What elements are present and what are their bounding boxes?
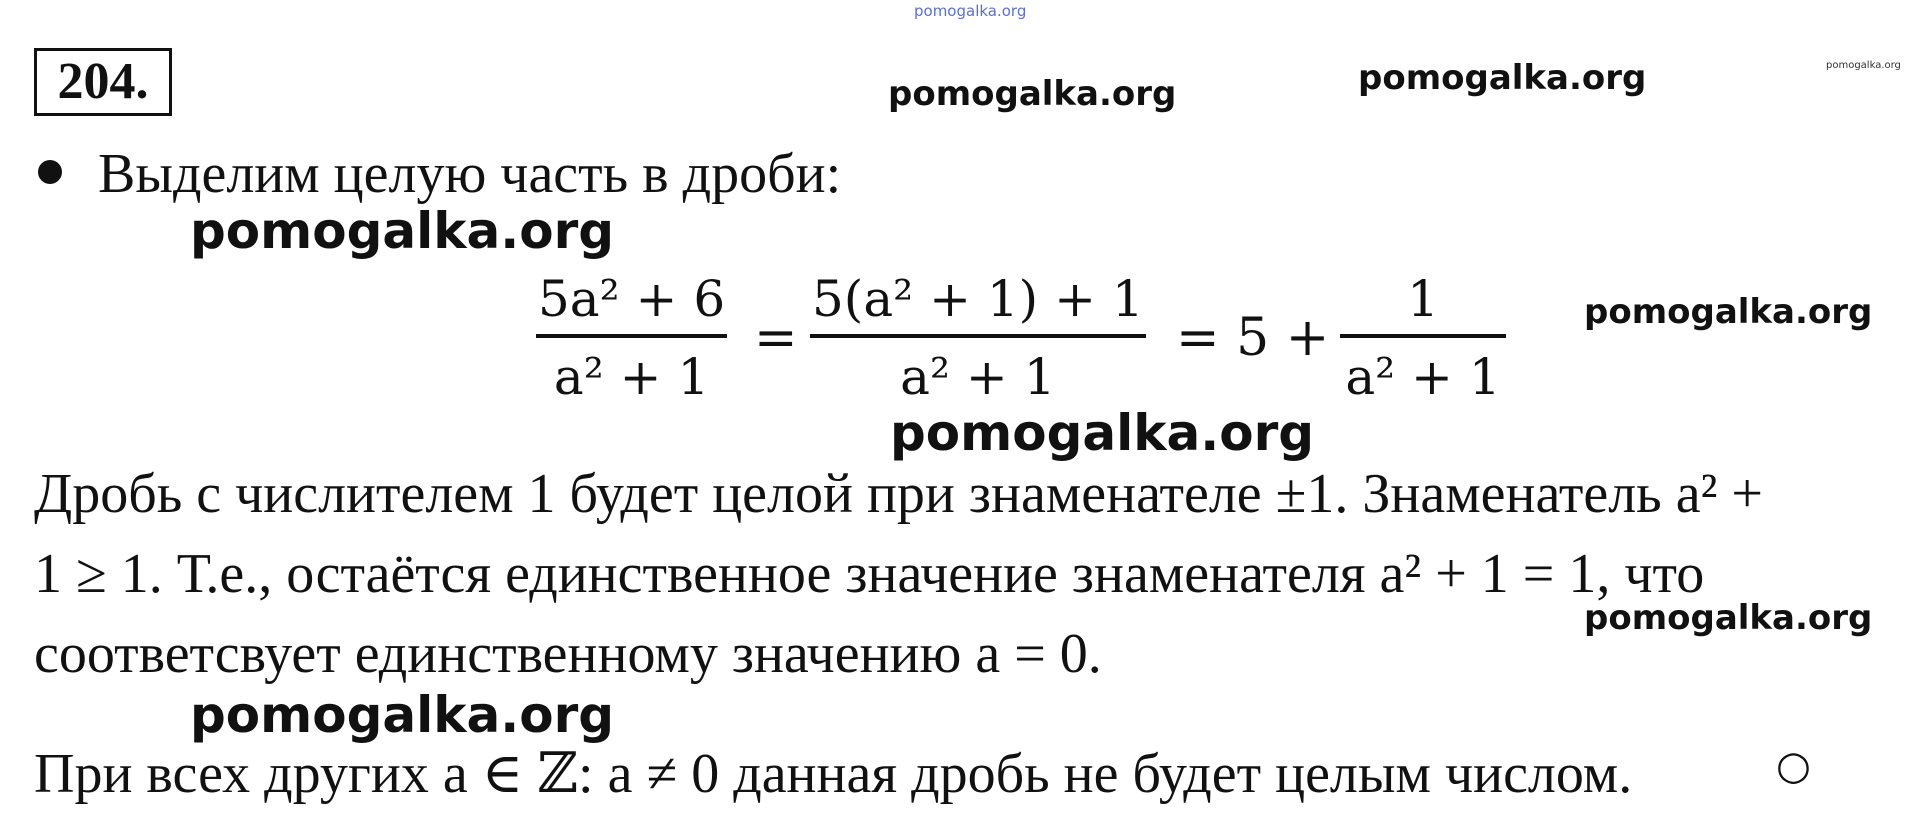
watermark-1: pomogalka.org <box>888 74 1177 114</box>
bullet-icon <box>38 160 62 184</box>
fraction-2-denominator: a² + 1 <box>900 348 1056 406</box>
fraction-1-denominator: a² + 1 <box>553 348 710 406</box>
watermark-6: pomogalka.org <box>1584 598 1873 638</box>
watermark-3: pomogalka.org <box>190 202 615 260</box>
end-mark-icon: ○ <box>1776 743 1811 789</box>
paragraph-line-1: Дробь с числителем 1 будет целой при знаменателе ±1. Знаменатель a² + <box>34 463 1763 525</box>
equals-2: = 5 + <box>1176 308 1330 368</box>
watermark-tiny-right: pomogalka.org <box>1826 60 1901 71</box>
fraction-1-numerator: 5a² + 6 <box>538 270 726 328</box>
watermark-2: pomogalka.org <box>1358 58 1647 98</box>
paragraph-line-3: соответсвует единственному значению a = 0. <box>34 623 1102 685</box>
fraction-3 <box>1340 270 1506 406</box>
fraction-2 <box>810 270 1146 406</box>
watermark-4: pomogalka.org <box>1584 292 1873 332</box>
fraction-1 <box>536 270 727 406</box>
paragraph-line-2: 1 ≥ 1. Т.е., остаётся единственное значение знаменателя a² + 1 = 1, что <box>34 543 1705 605</box>
watermark-tiny-top: pomogalka.org <box>914 2 1027 20</box>
intro-text: Выделим целую часть в дроби: <box>98 143 842 205</box>
problem-number: 204. <box>34 48 172 116</box>
fraction-2-numerator: 5(a² + 1) + 1 <box>812 270 1144 328</box>
fraction-3-numerator: 1 <box>1407 270 1439 328</box>
fraction-3-denominator: a² + 1 <box>1345 348 1501 406</box>
equals-1: = <box>754 308 798 368</box>
watermark-7: pomogalka.org <box>190 686 615 744</box>
watermark-5: pomogalka.org <box>890 404 1315 462</box>
conclusion-text: При всех других a ∈ ℤ: a ≠ 0 данная дробь не будет целым числом. <box>34 743 1633 805</box>
